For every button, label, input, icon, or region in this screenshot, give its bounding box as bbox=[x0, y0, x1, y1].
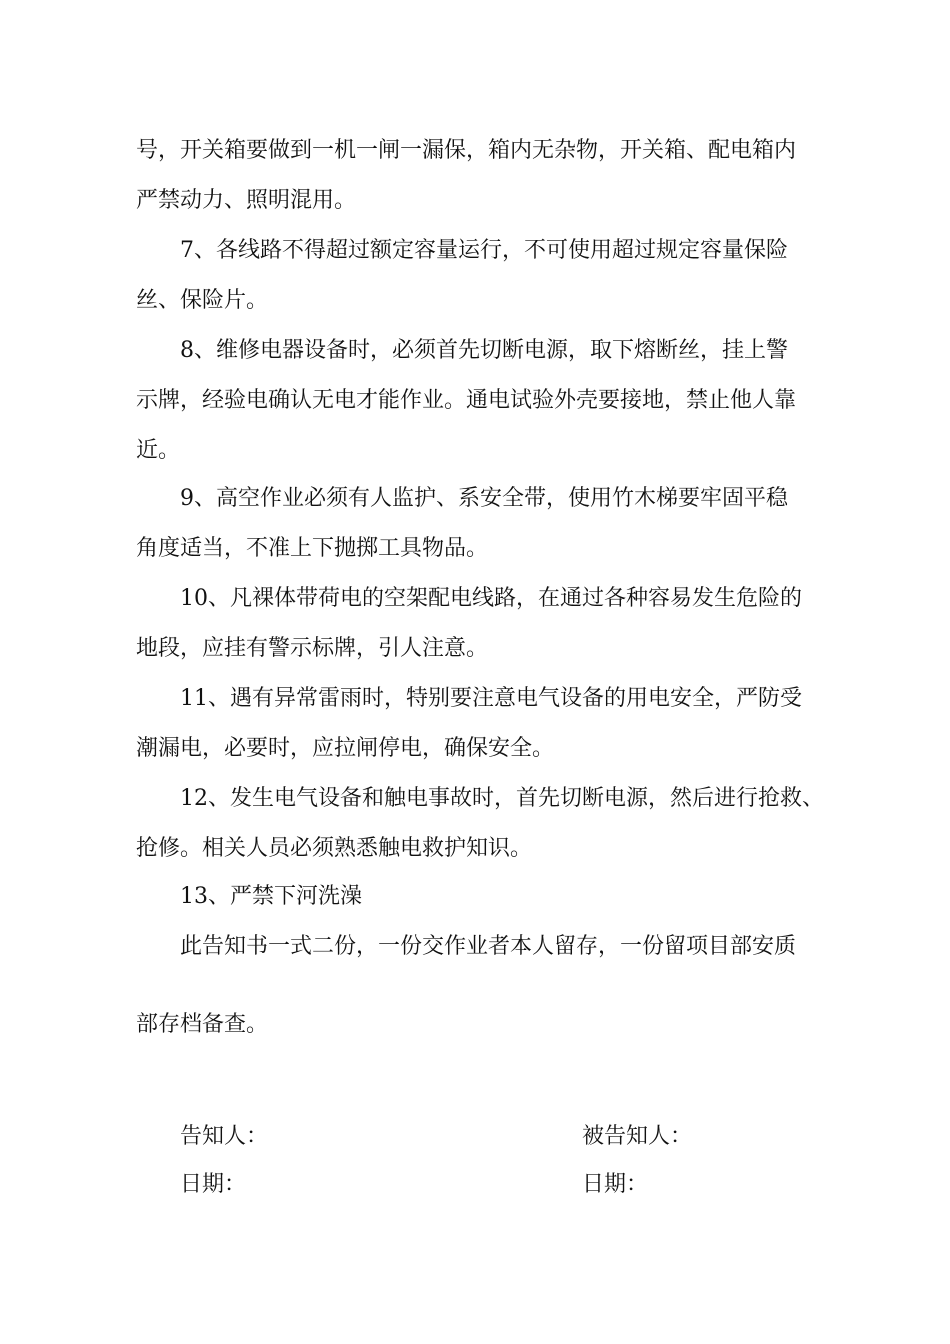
text-line: 近。 bbox=[136, 438, 181, 463]
text-line: 严禁动力、照明混用。 bbox=[136, 188, 357, 213]
clause-7: 7、各线路不得超过额定容量运行，不可使用超过规定容量保险 bbox=[180, 238, 788, 263]
text-line: 抢修。相关人员必须熟悉触电救护知识。 bbox=[136, 836, 533, 861]
text-line: 号，开关箱要做到一机一闸一漏保，箱内无杂物，开关箱、配电箱内 bbox=[136, 138, 797, 163]
notifier-label: 告知人： bbox=[180, 1124, 269, 1149]
clause-11: 11、遇有异常雷雨时，特别要注意电气设备的用电安全，严防受 bbox=[180, 686, 802, 711]
closing-statement: 此告知书一式二份，一份交作业者本人留存，一份留项目部安质 bbox=[180, 934, 797, 959]
clause-13: 13、严禁下河洗澡 bbox=[180, 884, 362, 909]
text-line: 角度适当，不准上下抛掷工具物品。 bbox=[136, 536, 489, 561]
text-line: 潮漏电，必要时，应拉闸停电，确保安全。 bbox=[136, 736, 555, 761]
text-line: 丝、保险片。 bbox=[136, 288, 269, 313]
text-line: 示牌，经验电确认无电才能作业。通电试验外壳要接地，禁止他人靠 bbox=[136, 388, 797, 413]
clause-10: 10、凡裸体带荷电的空架配电线路，在通过各种容易发生危险的 bbox=[180, 586, 802, 611]
date-label-right: 日期： bbox=[582, 1172, 649, 1197]
text-line: 部存档备查。 bbox=[136, 1012, 269, 1037]
clause-9: 9、高空作业必须有人监护、系安全带，使用竹木梯要牢固平稳 bbox=[180, 486, 788, 511]
clause-8: 8、维修电器设备时，必须首先切断电源，取下熔断丝，挂上警 bbox=[180, 338, 788, 363]
date-label-left: 日期： bbox=[180, 1172, 247, 1197]
text-line: 地段，应挂有警示标牌，引人注意。 bbox=[136, 636, 489, 661]
clause-12: 12、发生电气设备和触电事故时，首先切断电源，然后进行抢救、 bbox=[180, 786, 824, 811]
notified-label: 被告知人： bbox=[582, 1124, 693, 1149]
